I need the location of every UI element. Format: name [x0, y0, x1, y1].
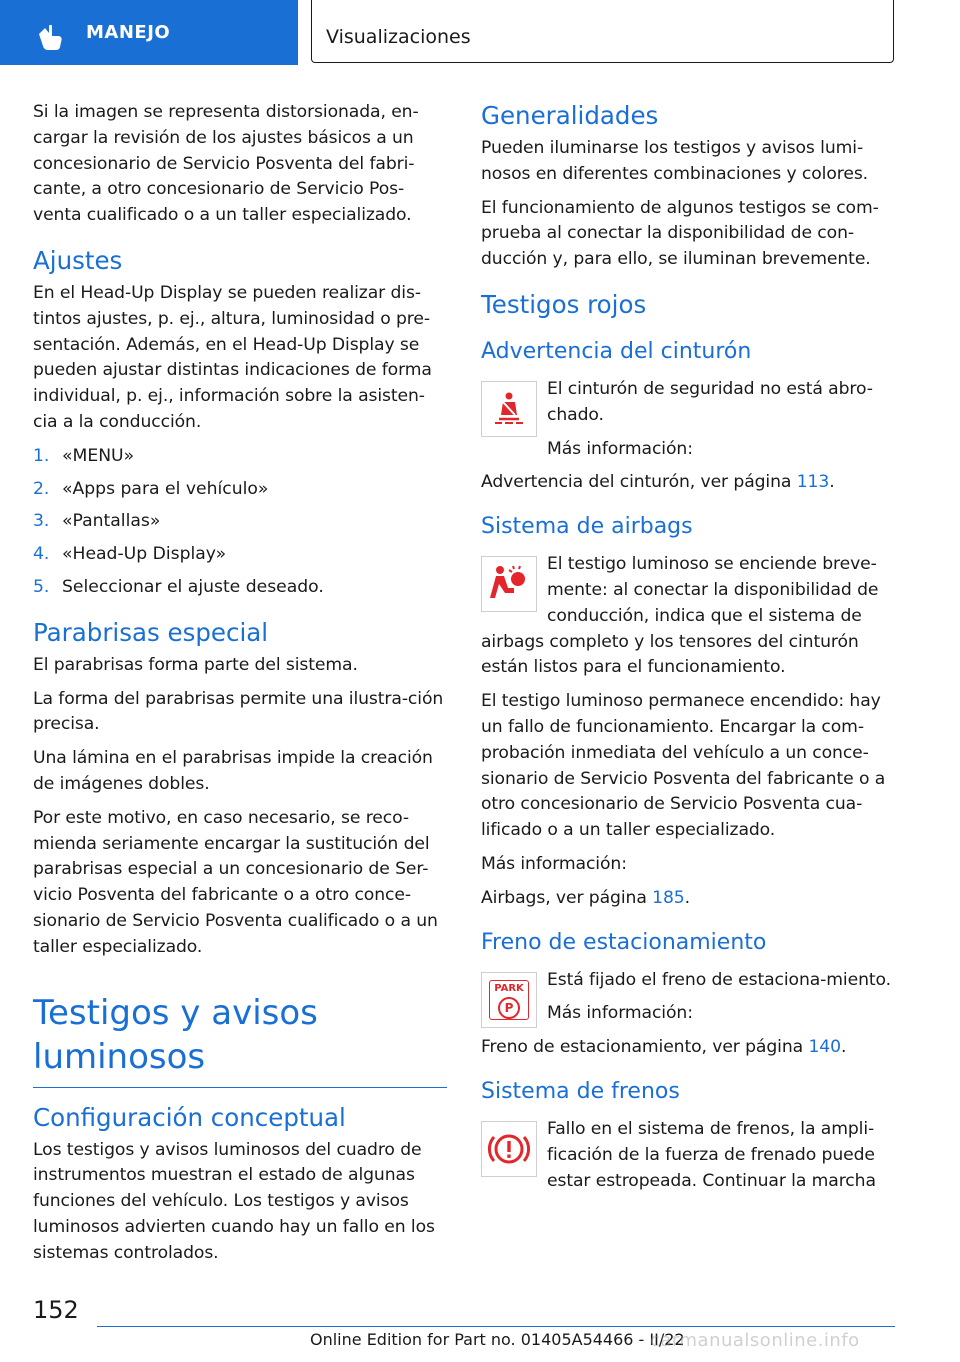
brake-system-warning-block [481, 1117, 895, 1202]
heading-frenos: Sistema de frenos [481, 1078, 680, 1104]
step-number: 3. [33, 511, 50, 532]
list-item [33, 542, 447, 568]
airbags-reference-text: Airbags, ver página [481, 887, 653, 908]
cinturon-page-link[interactable]: 113 [796, 472, 830, 493]
step-text: «MENU» [62, 445, 135, 466]
hand-steering-icon [36, 24, 66, 52]
airbags-paragraph-1: El testigo luminoso se enciende breve-mente: al conectar la disponibilidad de conducción, indica que el sistema de airbags completo y los tensores del cinturón están listos para el funcionamiento. [481, 554, 879, 678]
chapter-header [311, 0, 894, 63]
cinturon-reference: Advertencia del cinturón, ver página 113. [481, 472, 835, 493]
chapter-title: Visualizaciones [326, 26, 471, 48]
generalidades-paragraph-1: Pueden iluminarse los testigos y avisos lumi-nosos en diferentes combinaciones y colores. [481, 138, 869, 184]
steps-list [33, 444, 447, 601]
page-number: 152 [33, 1296, 79, 1324]
airbags-page-link[interactable]: 185 [652, 887, 685, 908]
list-item [33, 477, 447, 503]
park-letter: P [498, 997, 520, 1019]
cinturon-more-info: Más información: [547, 438, 693, 459]
seatbelt-warning-block [481, 377, 895, 470]
step-text: «Head-Up Display» [62, 544, 227, 565]
step-number: 4. [33, 544, 50, 565]
airbag-warning-block [481, 552, 895, 689]
heading-parabrisas: Parabrisas especial [33, 617, 269, 647]
intro-paragraph: Si la imagen se representa distorsionada, en-cargar la revisión de los ajustes básicos a un concesionario de Servicio Posventa del fabri-cante, a otro concesionario de Servicio Pos-venta cualificado o a un taller especializado. [33, 102, 419, 226]
parabrisas-paragraph-2: La forma del parabrisas permite una ilustra-ción precisa. [33, 688, 444, 735]
parabrisas-paragraph-3: Una lámina en el parabrisas impide la creación de imágenes dobles. [33, 748, 433, 794]
heading-generalidades: Generalidades [481, 101, 659, 130]
ajustes-paragraph: En el Head-Up Display se pueden realizar dis-tintos ajustes, p. ej., altura, luminosidad o pre-sentación. Además, en el Head-Up Display se pueden ajustar distintas indicaciones de forma individual, p. ej., información sobre la asisten-cia a la conducción. [33, 282, 432, 432]
list-item [33, 509, 447, 535]
heading-freno: Freno de estacionamiento [481, 929, 767, 955]
cinturon-reference-text: Advertencia del cinturón, ver página [481, 472, 797, 493]
watermark: carmanualsonline.info [650, 1330, 860, 1351]
parking-brake-warning-block [481, 968, 895, 1036]
airbag-warning-icon [481, 556, 537, 612]
parabrisas-paragraph-1: El parabrisas forma parte del sistema. [33, 654, 358, 675]
step-text: Seleccionar el ajuste deseado. [62, 576, 324, 597]
heading-testigos-rojos: Testigos rojos [481, 289, 647, 319]
seatbelt-warning-icon [481, 381, 537, 437]
left-column [33, 100, 447, 1275]
frenos-paragraph: Fallo en el sistema de frenos, la ampli-ficación de la fuerza de frenado puede estar estropeada. Continuar la marcha [547, 1118, 876, 1191]
brake-system-icon [481, 1121, 537, 1177]
airbags-reference: Airbags, ver página 185. [481, 887, 691, 908]
step-number: 1. [33, 445, 50, 466]
freno-paragraph: Está fijado el freno de estaciona-miento. [547, 969, 891, 990]
airbags-more-info: Más información: [481, 853, 627, 874]
step-text: «Apps para el vehículo» [62, 478, 269, 499]
freno-reference: Freno de estacionamiento, ver página 140. [481, 1037, 847, 1058]
generalidades-paragraph-2: El funcionamiento de algunos testigos se com-prueba al conectar la disponibilidad de con-ducción y, para ello, se iluminan brevemente. [481, 197, 879, 270]
heading-airbags: Sistema de airbags [481, 514, 693, 540]
freno-page-link[interactable]: 140 [808, 1037, 841, 1058]
list-item [33, 444, 447, 470]
section-label: MANEJO [86, 22, 171, 43]
heading-testigos: Testigos y avisos luminosos [33, 991, 447, 1088]
parabrisas-paragraph-4: Por este motivo, en caso necesario, se reco-mienda seriamente encargar la sustitución del parabrisas especial a un concesionario de Ser-vicio Posventa del fabricante o a otro conce-sionario de Servicio Posventa cualificado o a un taller especializado. [33, 807, 438, 957]
park-label: PARK [494, 982, 524, 994]
step-number: 2. [33, 478, 50, 499]
freno-reference-text: Freno de estacionamiento, ver página [481, 1037, 809, 1058]
section-tab [0, 0, 298, 65]
cinturon-paragraph: El cinturón de seguridad no está abro-chado. [547, 378, 873, 425]
parking-brake-icon [481, 972, 537, 1028]
heading-cinturon: Advertencia del cinturón [481, 338, 752, 364]
list-item [33, 575, 447, 601]
configuracion-paragraph: Los testigos y avisos luminosos del cuadro de instrumentos muestran el estado de algunas funciones del vehículo. Los testigos y avisos luminosos advierten cuando hay un fallo en los sistemas controlados. [33, 1139, 435, 1263]
heading-ajustes: Ajustes [33, 245, 123, 275]
step-text: «Pantallas» [62, 511, 161, 532]
footer-divider [97, 1326, 895, 1327]
edition-info: Online Edition for Part no. 01405A54466 - II/22 [310, 1330, 685, 1349]
step-number: 5. [33, 576, 50, 597]
right-column [481, 100, 895, 1202]
airbags-paragraph-2: El testigo luminoso permanece encendido: hay un fallo de funcionamiento. Encargar la com-probación inmediata del vehículo a un conce-sionario de Servicio Posventa del fabricante o a otro concesionario de Servicio Posventa cua-lificado o a un taller especializado. [481, 691, 886, 841]
freno-more-info: Más información: [547, 1003, 693, 1024]
heading-configuracion: Configuración conceptual [33, 1102, 346, 1132]
